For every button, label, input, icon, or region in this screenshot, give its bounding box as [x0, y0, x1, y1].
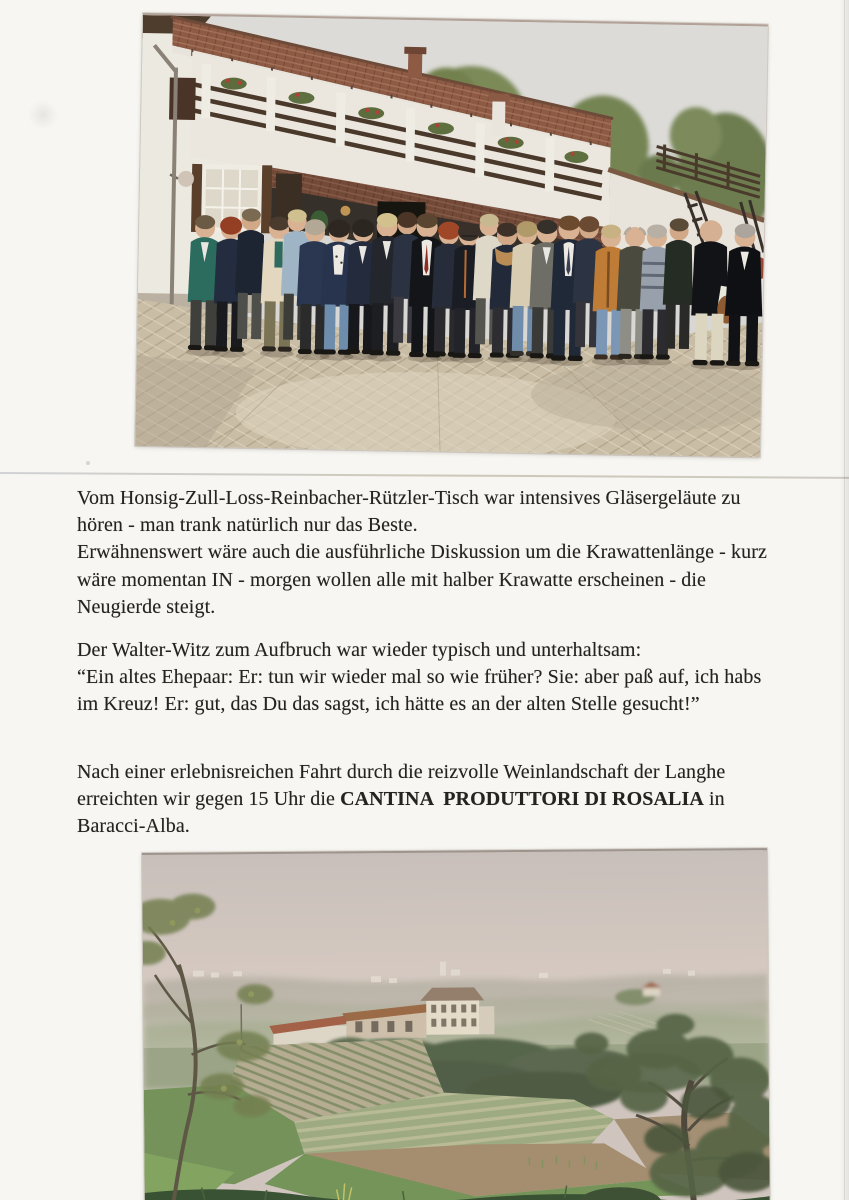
text-line: Der Walter-Witz zum Aufbruch war wieder typisch und unterhaltsam:: [77, 639, 642, 661]
text-segment: in: [703, 788, 725, 811]
text-line: [77, 786, 725, 813]
winery-name-bold: CANTINA PRODUTTORI DI ROSALIA: [340, 788, 704, 811]
scan-crease-line: [0, 472, 849, 479]
text-line: “Ein altes Ehepaar: Er: tun wir wieder mal so wie früher? Sie: aber paß auf, ich habs: [77, 666, 762, 689]
group-photo: [135, 13, 768, 457]
text-line: Nach einer erlebnisreichen Fahrt durch die reizvolle Weinlandschaft der Langhe: [77, 761, 726, 783]
text-line: wäre momentan IN - morgen wollen alle mit halber Krawatte erscheinen - die: [77, 568, 707, 591]
text-line: Baracci-Alba.: [77, 815, 190, 838]
text-line: Erwähnenswert wäre auch die ausführliche Diskussion um die Krawattenlänge - kurz: [77, 541, 767, 564]
text-segment: erreichten wir gegen 15 Uhr die: [77, 788, 341, 811]
paragraph-glasses: [77, 485, 767, 621]
landscape-photo: [142, 848, 770, 1200]
paragraph-arrival: [77, 759, 725, 841]
scan-speck: [86, 461, 90, 465]
group-photo-illustration: [135, 15, 768, 457]
scan-smudge: [28, 100, 58, 130]
landscape-photo-illustration: [142, 850, 770, 1200]
text-line: Vom Honsig-Zull-Loss-Reinbacher-Rützler-Tisch war intensives Gläsergeläute zu: [77, 487, 741, 509]
scan-edge-line: [844, 0, 845, 1200]
text-line: Neugierde steigt.: [77, 595, 216, 618]
text-line: im Kreuz! Er: gut, das Du das sagst, ich hätte es an der alten Stelle gesucht!”: [77, 693, 700, 716]
paragraph-joke: [77, 637, 761, 719]
text-line: hören - man trank natürlich nur das Beste.: [77, 514, 418, 537]
